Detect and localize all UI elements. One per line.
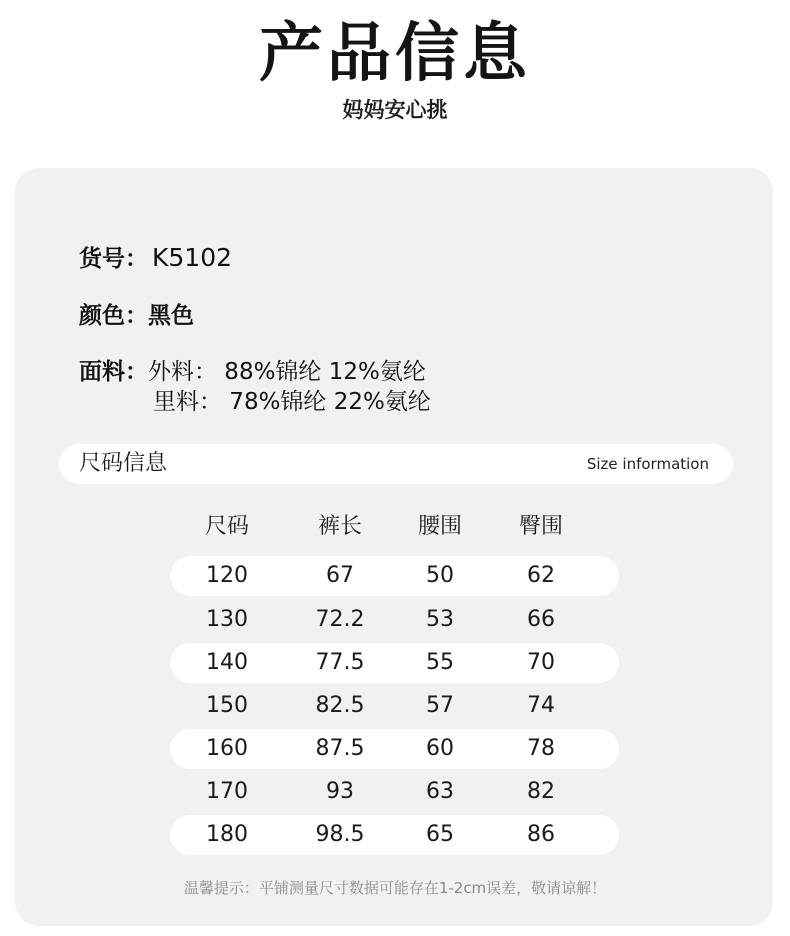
size-table-cell: 98.5 [315,822,365,847]
size-table-cell: 57 [426,693,454,718]
size-table-cell: 62 [527,563,555,588]
size-table-cell: 67 [326,563,354,588]
measurement-note: 温馨提示：平铺测量尺寸数据可能存在1-2cm误差，敬请谅解！ [183,879,607,897]
size-table-cell: 93 [326,779,354,804]
product-color-label: 颜色： [79,303,148,329]
size-table-cell: 55 [426,650,454,675]
size-section-title: 尺码信息 [79,451,168,476]
size-table-cell: 60 [426,736,454,761]
product-code-label: 货号： [79,246,148,272]
product-color-value: 黑色 [148,303,194,329]
product-fabric-label: 面料： [79,359,148,385]
size-table-cell: 74 [527,693,555,718]
size-table-cell: 120 [206,563,248,588]
product-color [79,301,194,331]
size-table-header-cell: 裤长 [317,514,362,539]
size-section-title-en: Size information [586,455,709,473]
size-table-header-cell: 腰围 [417,514,462,539]
size-table-cell: 70 [527,650,555,675]
size-table-cell: 86 [527,822,555,847]
fabric-outer-value: 外料： 88%锦纶 12%氨纶 [148,359,426,385]
product-code-value: K5102 [152,243,233,272]
size-table-cell: 72.2 [315,607,365,632]
size-table-cell: 140 [206,650,248,675]
size-table-cell: 180 [206,822,248,847]
size-table-cell: 82 [527,779,555,804]
page-title: 产品信息 [259,17,531,91]
size-table-cell: 53 [426,607,454,632]
product-fabric [79,357,426,387]
size-table-cell: 150 [206,693,248,718]
fabric-lining-value: 里料： 78%锦纶 22%氨纶 [153,389,431,415]
size-table-cell: 130 [206,607,248,632]
size-table-cell: 170 [206,779,248,804]
page-subtitle: 妈妈安心挑 [342,98,448,122]
size-table-cell: 82.5 [315,693,365,718]
size-section-header [59,444,733,484]
product-lining [153,387,431,417]
size-table-cell: 78 [527,736,555,761]
size-table-cell: 160 [206,736,248,761]
size-table-header-cell: 臀围 [518,514,563,539]
product-code [79,243,232,274]
size-table-cell: 66 [527,607,555,632]
size-table-header-cell: 尺码 [204,514,249,539]
info-panel [15,168,773,926]
size-table-cell: 65 [426,822,454,847]
size-table-cell: 63 [426,779,454,804]
size-table-cell: 50 [426,563,454,588]
size-table-cell: 77.5 [315,650,365,675]
size-table-cell: 87.5 [315,736,365,761]
